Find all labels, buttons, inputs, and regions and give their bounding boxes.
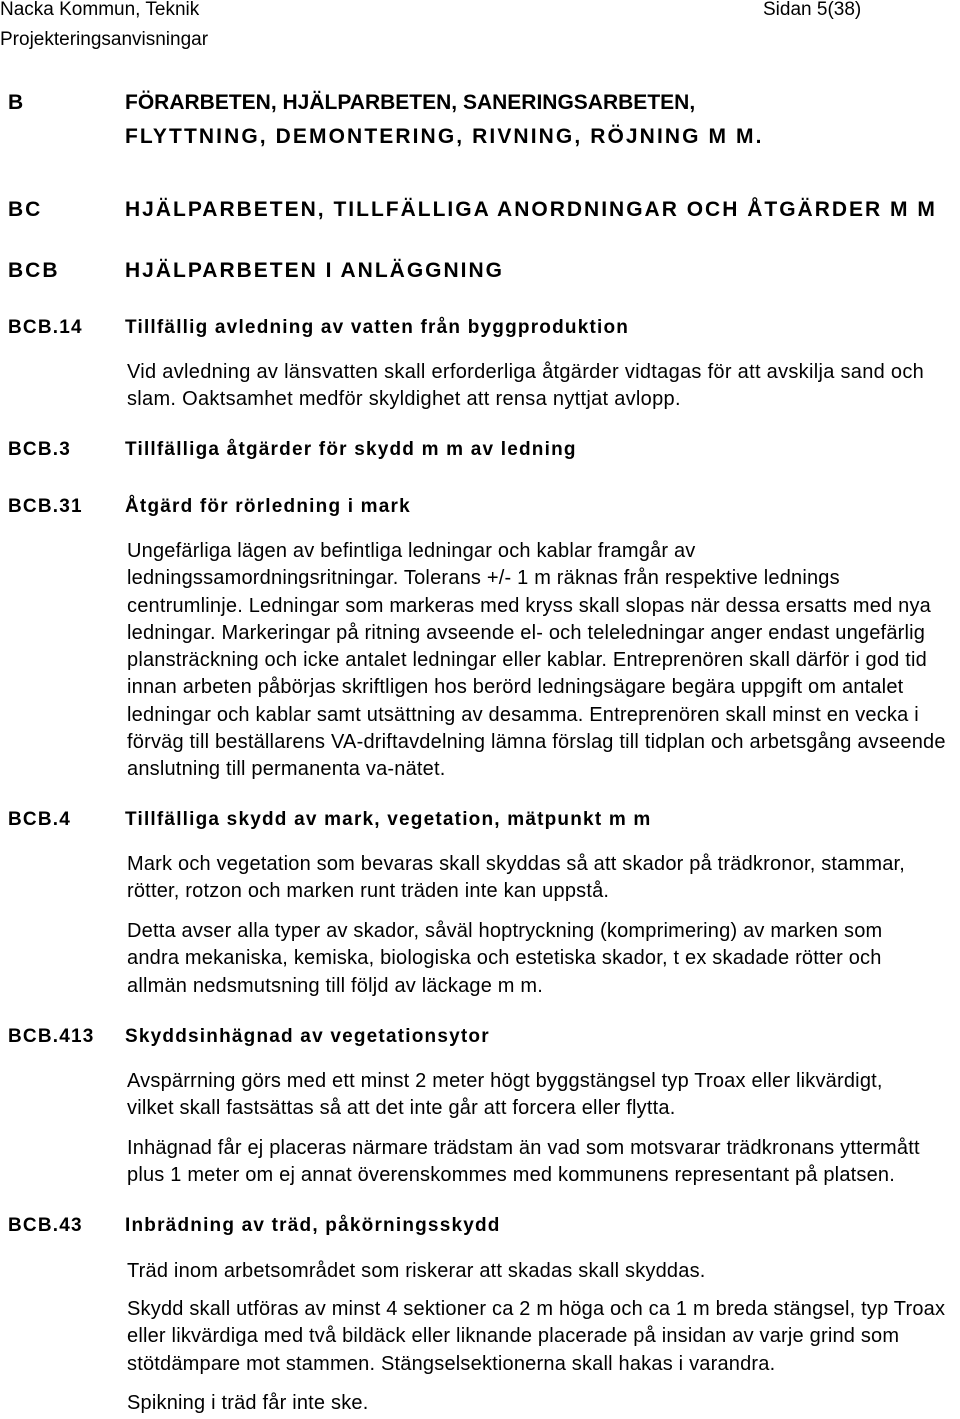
paragraph-line: ledningar och kablar samt utsättning av desamma. Entreprenören skall minst en vecka i [127, 703, 919, 726]
paragraph-line: rötter, rotzon och marken runt träden inte kan uppstå. [127, 880, 610, 903]
section-title: Inbrädning av träd, påkörningsskydd [125, 1215, 501, 1236]
header-organization: Nacka Kommun, Teknik [0, 0, 200, 20]
section-title [125, 86, 764, 154]
section-title: HJÄLPARBETEN, TILLFÄLLIGA ANORDNINGAR OCH ÅTGÄRDER M M [125, 198, 937, 221]
section-title: Åtgärd för rörledning i mark [125, 496, 411, 517]
section-title: HJÄLPARBETEN I ANLÄGGNING [125, 259, 505, 282]
paragraph-line: plansträckning och icke antalet ledningar eller kablar. Entreprenören skall därför i god tid [127, 649, 927, 671]
paragraph-line: eller likvärdiga med två bildäck eller liknande placerade på insidan av varje grind som [127, 1325, 900, 1348]
section-title: Tillfällig avledning av vatten från byggproduktion [125, 317, 630, 338]
section-code: BCB [8, 259, 60, 282]
paragraph-line: Spikning i träd får inte ske. [127, 1392, 369, 1414]
paragraph [127, 1068, 883, 1123]
paragraph-line: Skydd skall utföras av minst 4 sektioner ca 2 m höga och ca 1 m breda stängsel, typ Troax [127, 1298, 946, 1320]
section-title-line: FÖRARBETEN, HJÄLPARBETEN, SANERINGSARBETEN, [125, 91, 696, 114]
paragraph-line: andra mekaniska, kemiska, biologiska och estetiska skador, t ex skadade rötter och [127, 947, 882, 970]
paragraph-line: ledningar. Markeringar på ritning avseende el- och teleledningar anger endast ungefärlig [127, 621, 926, 644]
paragraph [127, 538, 946, 783]
paragraph-line: allmän nedsmutsning till följd av läckage m m. [127, 974, 544, 997]
section-code: BCB.43 [8, 1215, 83, 1236]
section-code: BCB.3 [8, 439, 72, 460]
paragraph [127, 1135, 920, 1190]
paragraph-line: Vid avledning av länsvatten skall erforderliga åtgärder vidtagas för att avskilja sand och [127, 361, 925, 383]
paragraph-line: innan arbeten påbörjas skriftligen hos berörd ledningsägare begära uppgift om antalet [127, 676, 904, 699]
section-code: BCB.413 [8, 1026, 95, 1047]
paragraph-line: Detta avser alla typer av skador, såväl hoptryckning (komprimering) av marken som [127, 920, 883, 942]
section-title: Tillfälliga åtgärder för skydd m m av ledning [125, 439, 577, 460]
paragraph [127, 918, 882, 1000]
paragraph-line: ledningssamordningsritningar. Tolerans +/- 1 m räknas från respektive lednings [127, 567, 840, 590]
paragraph-line: centrumlinje. Ledningar som markeras med kryss skall slopas när dessa ersatts med nya [127, 594, 931, 617]
paragraph [127, 1390, 368, 1417]
page-number: Sidan 5(38) [763, 0, 862, 20]
paragraph [127, 1258, 706, 1285]
section-code: B [8, 91, 26, 114]
section-code: BCB.31 [8, 496, 83, 517]
paragraph-line: anslutning till permanenta va-nätet. [127, 758, 446, 780]
section-code: BCB.14 [8, 317, 83, 338]
paragraph-line: Ungefärliga lägen av befintliga ledningar och kablar framgår av [127, 540, 696, 562]
paragraph-line: Träd inom arbetsområdet som riskerar att skadas skall skyddas. [127, 1260, 706, 1282]
paragraph-line: Avspärrning görs med ett minst 2 meter högt byggstängsel typ Troax eller likvärdigt, [127, 1070, 883, 1092]
paragraph-line: stötdämpare mot stammen. Stängselsektionerna skall hakas i varandra. [127, 1352, 776, 1375]
paragraph-line: slam. Oaktsamhet medför skyldighet att rensa nyttjat avlopp. [127, 388, 681, 410]
section-title-line: FLYTTNING, DEMONTERING, RIVNING, RÖJNING M M. [125, 125, 764, 148]
section-code: BC [8, 198, 43, 221]
paragraph-line: Mark och vegetation som bevaras skall skyddas så att skador på trädkronor, stammar, [127, 853, 906, 875]
section-code: BCB.4 [8, 809, 72, 830]
paragraph [127, 851, 905, 906]
paragraph-line: plus 1 meter om ej annat överenskommes med kommunens representant på platsen. [127, 1164, 896, 1187]
paragraph-line: vilket skall fastsättas så att det inte går att forcera eller flytta. [127, 1097, 676, 1120]
section-title: Tillfälliga skydd av mark, vegetation, mätpunkt m m [125, 809, 652, 830]
paragraph [127, 1296, 945, 1378]
section-title: Skyddsinhägnad av vegetationsytor [125, 1026, 490, 1047]
paragraph-line: förväg till beställarens VA-driftavdelning lämna förslag till tidplan och arbetsgång avseende [127, 730, 946, 753]
paragraph-line: Inhägnad får ej placeras närmare trädstam än vad som motsvarar trädkronans yttermått [127, 1137, 920, 1159]
header-document-title: Projekteringsanvisningar [0, 29, 209, 50]
paragraph [127, 359, 924, 413]
